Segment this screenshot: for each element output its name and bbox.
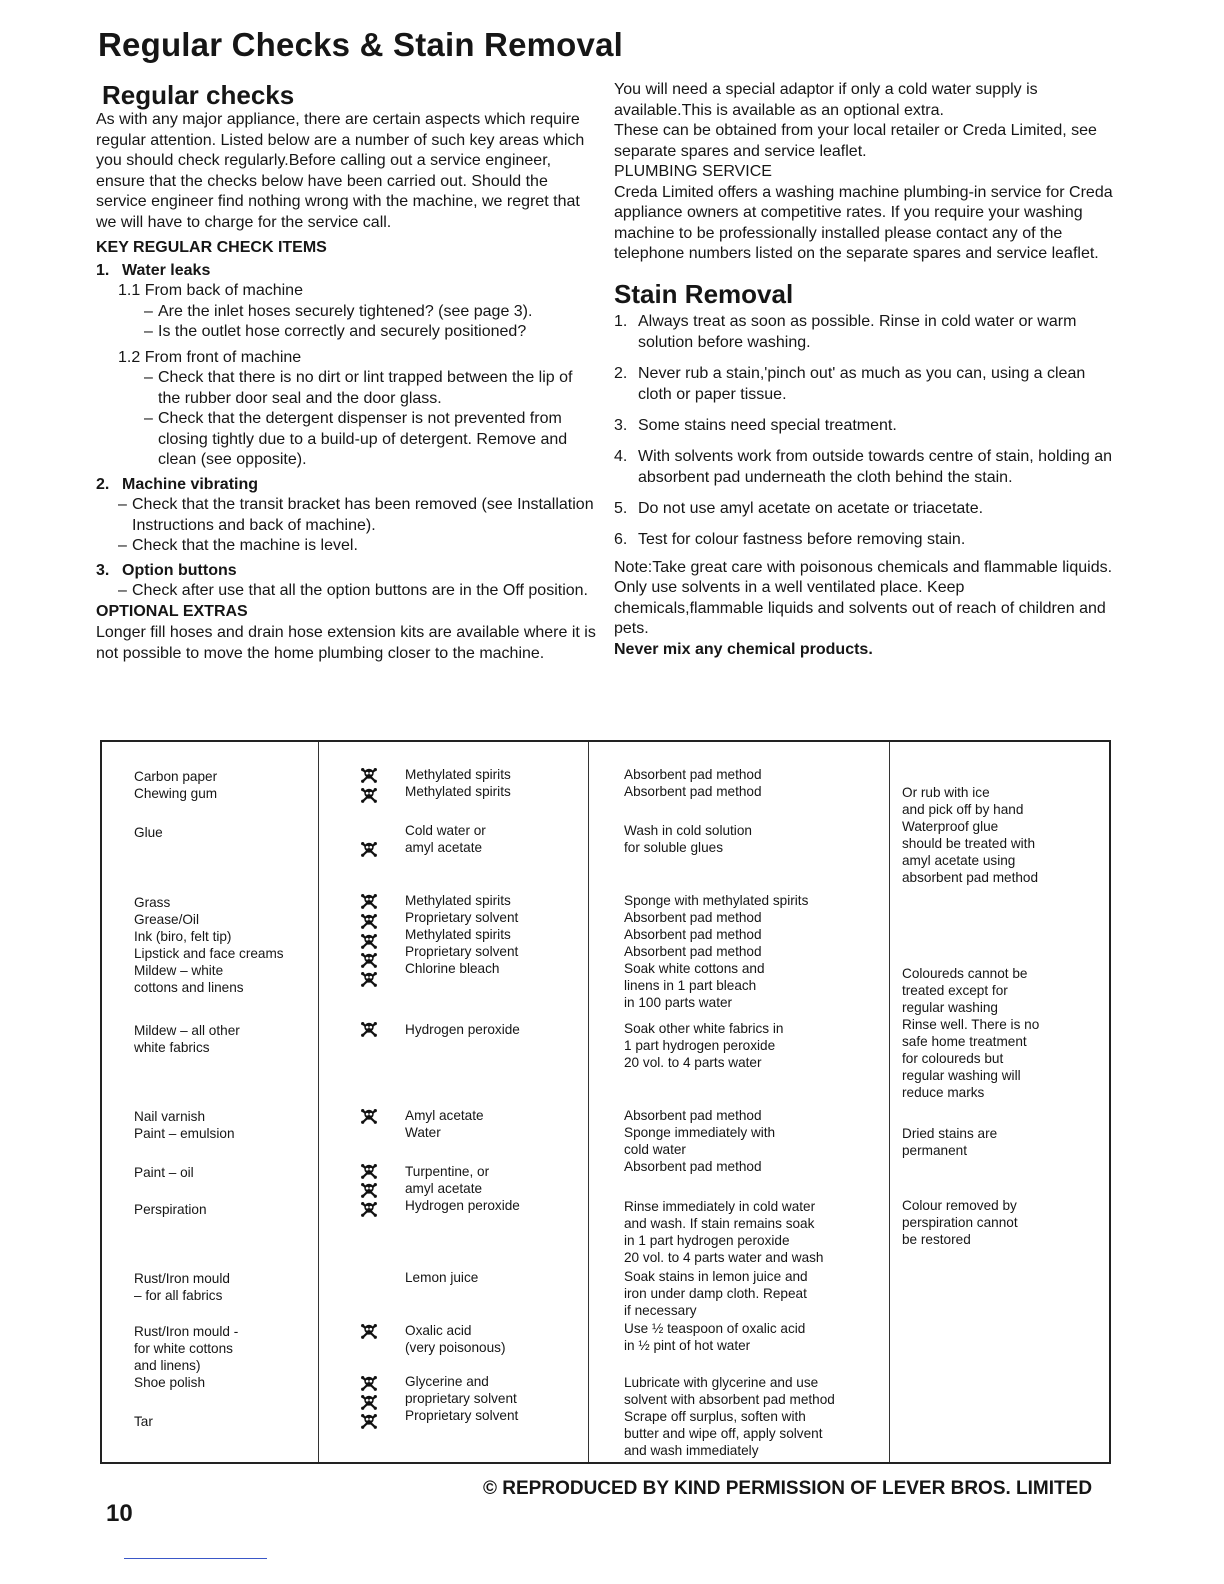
check-item: – Check after use that all the option buttons are in the Off position.: [118, 582, 588, 599]
step-text: Do not use amyl acetate on acetate or triacetate.: [638, 499, 984, 517]
treatment-agent-cell: Hydrogen peroxide: [405, 1022, 520, 1037]
treatment-agent-cell: Amyl acetate Water: [405, 1108, 484, 1140]
regular-checks-column: [96, 80, 596, 664]
column-divider: [318, 742, 319, 1462]
stain-type-cell: Nail varnish Paint – emulsion: [134, 1109, 235, 1141]
check-option-buttons: [96, 561, 596, 582]
stain-removal-table: [100, 740, 1111, 1464]
treatment-method-cell: Wash in cold solution for soluble glues: [624, 823, 752, 855]
step-number: 6.: [614, 530, 628, 548]
skull-crossbones-icon: [360, 1181, 378, 1199]
skull-crossbones-icon: [360, 951, 378, 969]
page-number: 10: [106, 1500, 133, 1527]
skull-crossbones-icon: [360, 1020, 378, 1038]
regular-checks-heading: Regular checks: [102, 80, 295, 110]
step-text: Never rub a stain,'pinch out' as much as you can, using a clean cloth or paper tissue.: [638, 364, 1086, 403]
treatment-agent-cell: Methylated spirits Proprietary solvent Methylated spirits Proprietary solvent Chlorine bleach: [405, 893, 519, 976]
step-text: Always treat as soon as possible. Rinse in cold water or warm solution before washing.: [638, 312, 1077, 351]
intro-paragraph: As with any major appliance, there are certain aspects which require regular attention. Listed below are a number of such key areas which you should check regularly.Before calling out a service engineer, ensure that the checks below have been carried out. Should the service engineer find nothing wrong with the machine, we regret that we will have to charge for the service call.: [96, 111, 585, 231]
skull-crossbones-icon: [360, 786, 378, 804]
never-mix-warning: Never mix any chemical products.: [614, 640, 873, 658]
stain-type-cell: Rust/Iron mould – for all fabrics: [134, 1271, 230, 1303]
skull-crossbones-icon: [360, 1162, 378, 1180]
step-number: 3.: [614, 416, 628, 434]
skull-crossbones-icon: [360, 912, 378, 930]
stain-type-cell: Tar: [134, 1414, 153, 1429]
note-cell: Or rub with ice and pick off by hand Waterproof glue should be treated with amyl acetate using absorbent pad method: [902, 785, 1039, 885]
stain-type-cell: Carbon paper Chewing gum: [134, 769, 218, 801]
safety-note: Note:Take great care with poisonous chemicals and flammable liquids. Only use solvents in a well ventilated place. Keep chemicals,flammable liquids and solvents out of reach of children and pets.: [614, 558, 1113, 637]
treatment-agent-cell: Turpentine, or amyl acetate Hydrogen peroxide: [405, 1164, 520, 1213]
stain-step: [614, 498, 1114, 519]
stain-step: [614, 446, 1114, 488]
section-number: 1.: [96, 261, 110, 279]
right-column: [614, 80, 1114, 660]
section-number: 3.: [96, 561, 110, 579]
skull-crossbones-icon: [360, 1322, 378, 1340]
key-checks-heading: KEY REGULAR CHECK ITEMS: [96, 239, 327, 256]
step-text: With solvents work from outside towards centre of stain, holding an absorbent pad underneath the cloth behind the stain.: [638, 447, 1112, 486]
note-cell: Coloureds cannot be treated except for regular washing Rinse well. There is no safe home treatment for coloureds but regular washing will reduce marks: [902, 966, 1040, 1100]
check-water-leaks: [96, 261, 596, 282]
stain-type-cell: Grass Grease/Oil Ink (biro, felt tip) Lipstick and face creams Mildew – white cottons and linens: [134, 895, 284, 995]
stain-step: [614, 311, 1114, 353]
check-item: – Check that there is no dirt or lint trapped between the lip of the rubber door seal and the door glass.: [144, 369, 573, 407]
skull-crossbones-icon: [360, 840, 378, 858]
stain-step: [614, 415, 1114, 436]
note-cell: Colour removed by perspiration cannot be restored: [902, 1198, 1018, 1247]
optional-extras-heading: OPTIONAL EXTRAS: [96, 602, 248, 620]
section-number: 2.: [96, 475, 110, 493]
treatment-agent-cell: Glycerine and proprietary solvent Proprietary solvent: [405, 1374, 519, 1423]
section-title: Option buttons: [122, 561, 237, 579]
skull-crossbones-icon: [360, 892, 378, 910]
adaptor-paragraph: You will need a special adaptor if only a cold water supply is available.This is available as an optional extra.: [614, 81, 1038, 119]
check-machine-vibrating: [96, 475, 596, 496]
step-number: 1.: [614, 312, 628, 330]
subsection-back: 1.1 From back of machine: [118, 282, 303, 299]
treatment-method-cell: Sponge with methylated spirits Absorbent pad method Absorbent pad method Absorbent pad method Soak white cottons and linens in 1 part bleach in 100 parts water: [624, 893, 809, 1010]
check-item: – Check that the detergent dispenser is not prevented from closing tightly due to a build-up of detergent. Remove and clean (see opposite).: [144, 410, 568, 468]
stain-removal-heading: Stain Removal: [614, 278, 794, 309]
stain-type-cell: Mildew – all other white fabrics: [134, 1023, 240, 1055]
stain-type-cell: Paint – oil: [134, 1165, 194, 1180]
check-item: – Check that the machine is level.: [118, 537, 358, 554]
skull-crossbones-icon: [360, 1107, 378, 1125]
treatment-method-cell: Absorbent pad method Sponge immediately with cold water Absorbent pad method: [624, 1108, 776, 1174]
stain-removal-steps: [614, 311, 1114, 550]
step-text: Some stains need special treatment.: [638, 416, 897, 434]
step-number: 4.: [614, 447, 628, 465]
page-title: Regular Checks & Stain Removal: [98, 26, 624, 63]
step-number: 5.: [614, 499, 628, 517]
treatment-method-cell: Soak stains in lemon juice and iron under damp cloth. Repeat if necessary: [624, 1269, 808, 1318]
section-title: Water leaks: [122, 261, 211, 279]
stain-type-cell: Rust/Iron mould - for white cottons and linens) Shoe polish: [134, 1324, 239, 1390]
skull-crossbones-icon: [360, 1200, 378, 1218]
skull-crossbones-icon: [360, 932, 378, 950]
skull-crossbones-icon: [360, 1374, 378, 1392]
section-title: Machine vibrating: [122, 475, 259, 493]
treatment-agent-cell: Oxalic acid (very poisonous): [405, 1323, 506, 1355]
treatment-agent-cell: Lemon juice: [405, 1270, 479, 1285]
skull-crossbones-icon: [360, 766, 378, 784]
treatment-method-cell: Rinse immediately in cold water and wash. If stain remains soak in 1 part hydrogen peroxide 20 vol. to 4 parts water and wash: [624, 1199, 824, 1265]
stain-step: [614, 529, 1114, 550]
optional-extras-paragraph: Longer fill hoses and drain hose extension kits are available where it is not possible to move the home plumbing closer to the machine.: [96, 624, 596, 662]
treatment-agent-cell: Cold water or amyl acetate: [405, 823, 486, 855]
stain-type-cell: Perspiration: [134, 1202, 207, 1217]
check-item: – Check that the transit bracket has been removed (see Installation Instructions and back of machine).: [118, 496, 594, 534]
note-cell: Dried stains are permanent: [902, 1126, 998, 1158]
check-item: – Are the inlet hoses securely tightened? (see page 3).: [144, 302, 533, 320]
subsection-front: 1.2 From front of machine: [118, 348, 302, 366]
retailer-paragraph: These can be obtained from your local retailer or Creda Limited, see separate spares and service leaflet.: [614, 122, 1097, 160]
plumbing-service-heading: PLUMBING SERVICE: [614, 163, 772, 180]
treatment-agent-cell: Methylated spirits Methylated spirits: [405, 767, 511, 799]
stain-type-cell: Glue: [134, 825, 163, 840]
treatment-method-cell: Lubricate with glycerine and use solvent with absorbent pad method Scrape off surplus, soften with butter and wipe off, apply solvent and wash immediately: [624, 1375, 835, 1458]
skull-crossbones-icon: [360, 1393, 378, 1411]
check-item: – Is the outlet hose correctly and securely positioned?: [144, 323, 527, 340]
treatment-method-cell: Use ½ teaspoon of oxalic acid in ½ pint of hot water: [624, 1321, 806, 1353]
plumbing-service-paragraph: Creda Limited offers a washing machine plumbing-in service for Creda appliance owners at competitive rates. If you require your washing machine to be professionally installed please contact any of the telephone numbers listed on the separate spares and service leaflet.: [614, 183, 1113, 262]
skull-crossbones-icon: [360, 970, 378, 988]
stain-step: [614, 363, 1114, 405]
footer-rule: [124, 1558, 267, 1559]
copyright-notice: © REPRODUCED BY KIND PERMISSION OF LEVER BROS. LIMITED: [483, 1478, 1093, 1499]
column-divider: [889, 742, 890, 1462]
treatment-method-cell: Absorbent pad method Absorbent pad method: [624, 767, 762, 799]
treatment-method-cell: Soak other white fabrics in 1 part hydrogen peroxide 20 vol. to 4 parts water: [624, 1021, 784, 1070]
skull-crossbones-icon: [360, 1412, 378, 1430]
step-text: Test for colour fastness before removing stain.: [638, 530, 966, 548]
column-divider: [588, 742, 589, 1462]
step-number: 2.: [614, 364, 628, 382]
